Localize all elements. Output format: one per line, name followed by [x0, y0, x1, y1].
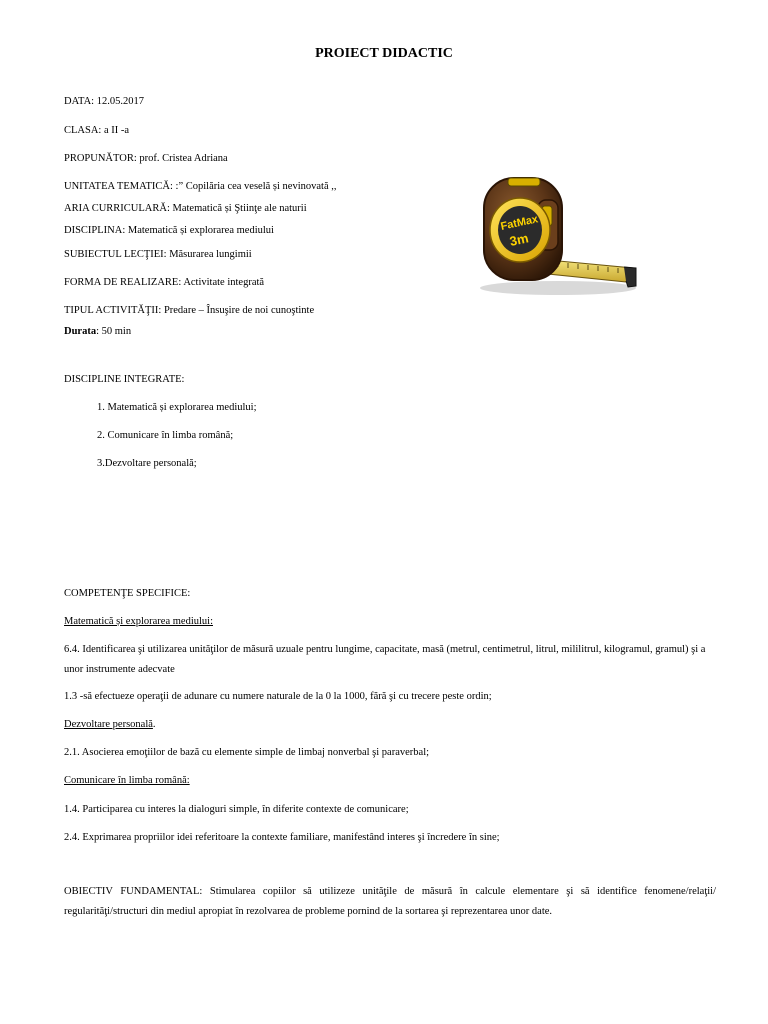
- unitatea-row: [64, 180, 336, 194]
- com-heading: Comunicare în limba română:: [64, 775, 190, 786]
- tipul-row: [64, 304, 314, 318]
- data-label: DATA:: [64, 96, 95, 107]
- disciplina-value: Matematică și explorarea mediului: [127, 225, 274, 236]
- unitatea-label: UNITATEA TEMATICĂ:: [64, 181, 173, 192]
- obiectiv-label: OBIECTIV FUNDAMENTAL:: [64, 886, 203, 897]
- durata-row: [64, 325, 131, 339]
- tape-measure-image: [478, 170, 648, 300]
- forma-row: [64, 276, 264, 290]
- clasa-value: a II -a: [103, 125, 130, 136]
- competenta-1-4: 1.4. Participarea cu interes la dialoguri simple, în diferite contexte de comunicare;: [64, 804, 409, 815]
- propunator-row: [64, 152, 228, 166]
- dezv-heading-row: [64, 718, 156, 732]
- obiectiv-fundamental: [64, 882, 716, 922]
- data-row: [64, 95, 144, 109]
- forma-label: FORMA DE REALIZARE:: [64, 277, 182, 288]
- aria-value: Matematică și Ştiinţe ale naturii: [172, 203, 307, 214]
- durata-label: Durata: [64, 326, 97, 337]
- disciplina-row: [64, 224, 274, 238]
- subiectul-row: [64, 248, 252, 262]
- competenta-2-4: 2.4. Exprimarea propriilor idei referitoare la contexte familiare, manifestând interes şi încredere în sine;: [64, 832, 500, 843]
- aria-label: ARIA CURRICULARĂ:: [64, 203, 170, 214]
- dezv-heading: Dezvoltare personală: [64, 719, 153, 730]
- dezv-suffix: .: [152, 719, 156, 730]
- discipline-item: 3.Dezvoltare personală;: [97, 458, 197, 469]
- data-value: 12.05.2017: [96, 96, 144, 107]
- discipline-item: 1. Matematică și explorarea mediului;: [97, 402, 257, 413]
- disciplina-label: DISCIPLINA:: [64, 225, 126, 236]
- competenta-1-3: 1.3 -să efectueze operaţii de adunare cu numere naturale de la 0 la 1000, fără şi cu trecere peste ordin;: [64, 691, 492, 702]
- competenta-2-1: 2.1. Asocierea emoţiilor de bază cu elemente simple de limbaj nonverbal şi paraverbal;: [64, 747, 430, 758]
- forma-value: Activitate integrată: [183, 277, 265, 288]
- subiectul-value: Măsurarea lungimii: [169, 249, 252, 260]
- brand-text: FatMax: [499, 213, 540, 233]
- tape-length-text: 3m: [508, 230, 530, 249]
- unitatea-value: :” Copilăria cea veselă și nevinovată ,,: [175, 181, 337, 192]
- propunator-value: prof. Cristea Adriana: [139, 153, 228, 164]
- durata-value: : 50 min: [96, 326, 132, 337]
- propunator-label: PROPUNĂTOR:: [64, 153, 137, 164]
- tipul-value: Predare – Însuşire de noi cunoştinte: [163, 305, 315, 316]
- mat-heading: Matematică și explorarea mediului:: [64, 616, 213, 627]
- aria-row: [64, 202, 307, 216]
- discipline-heading: DISCIPLINE INTEGRATE:: [64, 374, 185, 385]
- clasa-label: CLASA:: [64, 125, 102, 136]
- subiectul-label: SUBIECTUL LECŢIEI:: [64, 249, 167, 260]
- obiectiv-text: Stimularea copiilor să utilizeze unităţile de măsură în calcule elementare şi să identifice fenomene/relaţii/ regularităţi/structuri din mediul apropiat în rezolvarea de probleme pornind de la sortarea şi reprezentarea unor date.: [64, 886, 717, 917]
- tipul-label: TIPUL ACTIVITĂŢII:: [64, 305, 162, 316]
- competente-heading: COMPETENŢE SPECIFICE:: [64, 588, 191, 599]
- document-title: PROIECT DIDACTIC: [315, 46, 453, 61]
- discipline-item: 2. Comunicare în limba română;: [97, 430, 234, 441]
- competenta-6-4: 6.4. Identificarea şi utilizarea unităţilor de măsură uzuale pentru lungime, capacitate, masă (metrul, centimetrul, litrul, mililitrul, kilogramul, gramul) şi a unor instrumente adecvate: [64, 644, 706, 675]
- clasa-row: [64, 124, 129, 138]
